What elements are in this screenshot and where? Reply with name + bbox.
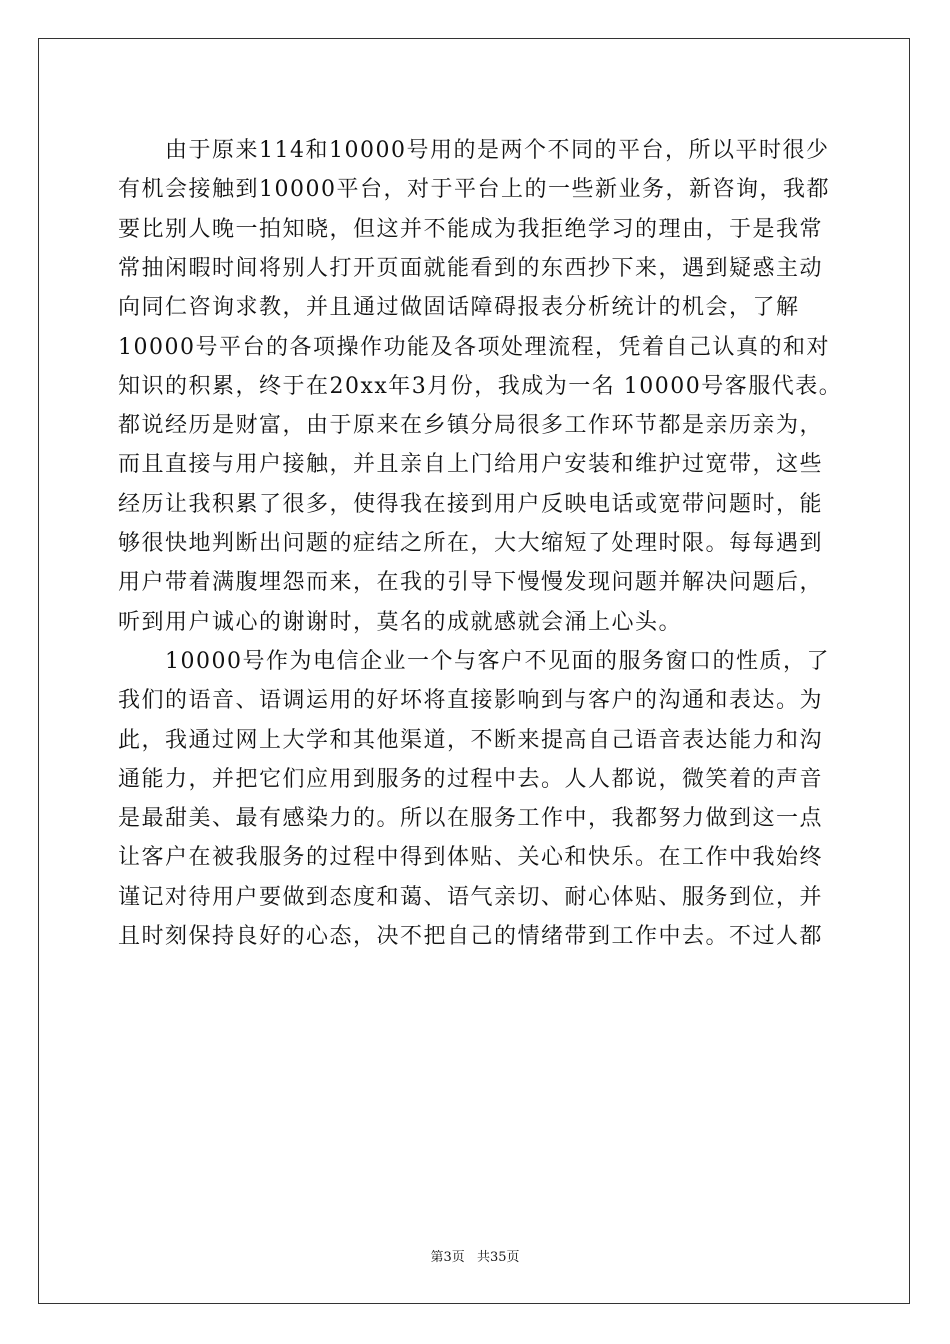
text-line: 而且直接与用户接触，并且亲自上门给用户安装和维护过宽带，这些 xyxy=(118,452,824,478)
text-line: 此，我通过网上大学和其他渠道，不断来提高自己语音表达能力和沟 xyxy=(118,727,824,753)
text-line: 由于原来114和10000号用的是两个不同的平台，所以平时很少 xyxy=(118,138,830,163)
page-footer xyxy=(0,1246,950,1265)
text-line: 要比别人晚一拍知晓，但这并不能成为我拒绝学习的理由，于是我常 xyxy=(118,216,824,242)
text-line: 有机会接触到10000平台，对于平台上的一些新业务，新咨询，我都 xyxy=(118,177,830,203)
text-line: 用户带着满腹埋怨而来，在我的引导下慢慢发现问题并解决问题后， xyxy=(118,570,824,596)
text-line: 我们的语音、语调运用的好坏将直接影响到与客户的沟通和表达。为 xyxy=(118,688,824,714)
text-line: 向同仁咨询求教，并且通过做固话障碍报表分析统计的机会，了解 xyxy=(118,295,800,321)
text-line: 让客户在被我服务的过程中得到体贴、关心和快乐。在工作中我始终 xyxy=(118,845,824,871)
page-number: 第3页 xyxy=(430,1250,465,1265)
text-line: 通能力，并把它们应用到服务的过程中去。人人都说，微笑着的声音 xyxy=(118,766,824,792)
page-total: 共35页 xyxy=(476,1250,520,1265)
text-line: 10000号平台的各项操作功能及各项处理流程，凭着自己认真的和对 xyxy=(118,334,830,360)
text-line: 够很快地判断出问题的症结之所在，大大缩短了处理时限。每每遇到 xyxy=(118,531,824,556)
text-line: 知识的积累，终于在20xx年3月份，我成为一名 10000号客服代表。 xyxy=(118,373,843,399)
text-line: 10000号作为电信企业一个与客户不见面的服务窗口的性质，了 xyxy=(118,648,830,674)
text-line: 谨记对待用户要做到态度和蔼、语气亲切、耐心体贴、服务到位，并 xyxy=(118,884,824,910)
text-line: 听到用户诚心的谢谢时，莫名的成就感就会涌上心头。 xyxy=(118,609,683,635)
text-line: 常抽闲暇时间将别人打开页面就能看到的东西抄下来，遇到疑惑主动 xyxy=(118,255,824,281)
text-line: 且时刻保持良好的心态，决不把自己的情绪带到工作中去。不过人都 xyxy=(118,924,824,949)
text-line: 经历让我积累了很多，使得我在接到用户反映电话或宽带问题时，能 xyxy=(118,491,824,517)
text-line: 都说经历是财富，由于原来在乡镇分局很多工作环节都是亲历亲为， xyxy=(118,413,824,439)
text-line: 是最甜美、最有感染力的。所以在服务工作中，我都努力做到这一点 xyxy=(118,806,824,832)
